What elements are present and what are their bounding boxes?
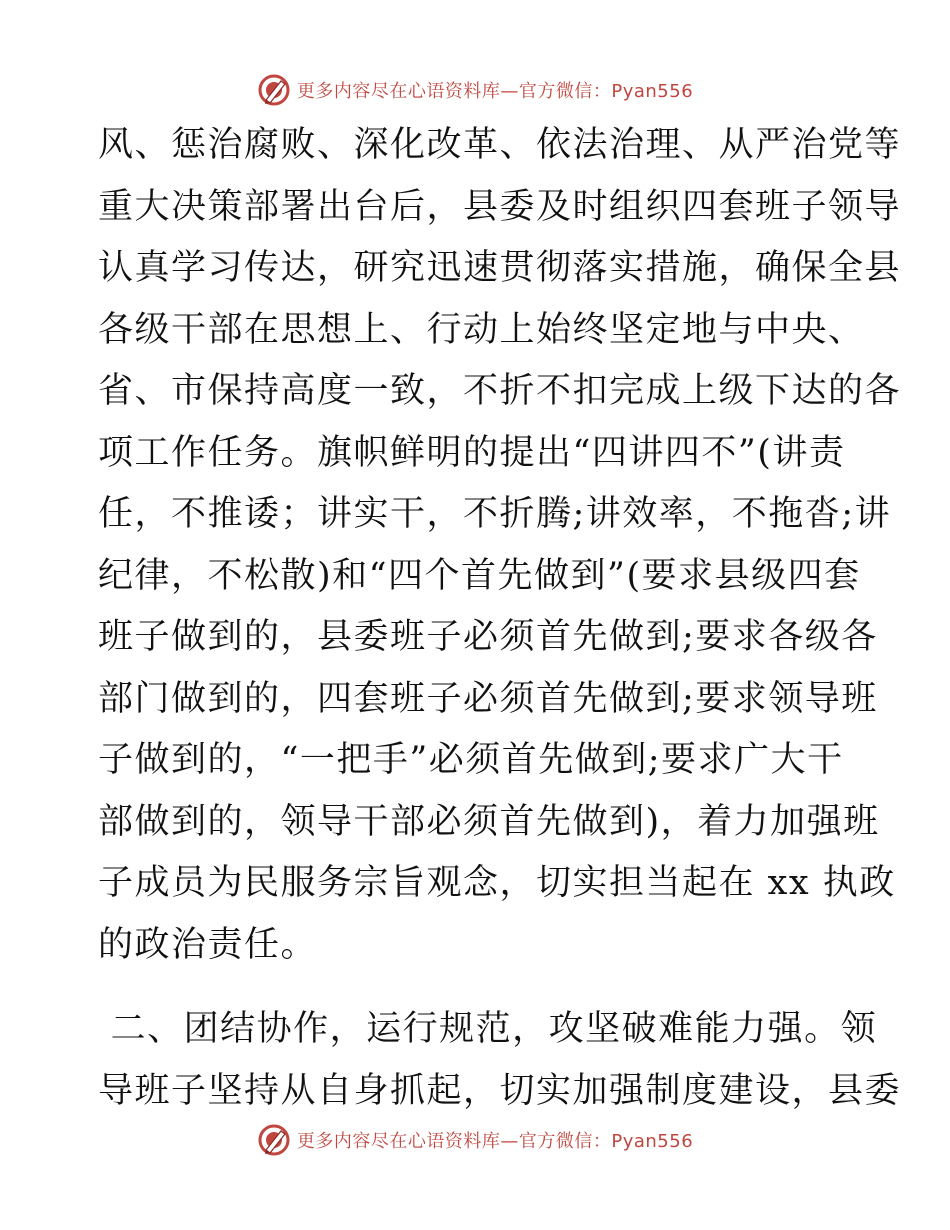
text-line: 各级干部在思想上、行动上始终坚定地与中央、: [98, 309, 865, 350]
document-body: [98, 115, 902, 1122]
text-line: 班子做到的，县委班子必须首先做到;要求各级各: [98, 617, 878, 657]
watermark-text: 更多内容尽在心语资料库—官方微信：Pyan556: [296, 1131, 694, 1152]
text-line: 的政治责任。: [98, 924, 318, 965]
text-line: 认真学习传达，研究迅速贯彻落实措施，确保全县: [98, 248, 902, 288]
text-line: 重大决策部署出台后，县委及时组织四套班子领导: [98, 186, 902, 227]
text-line: 部门做到的，四套班子必须首先做到;要求领导班: [98, 678, 878, 719]
paragraph-spacer: [98, 976, 858, 999]
watermark-text: 更多内容尽在心语资料库—官方微信：Pyan556: [296, 81, 694, 102]
text-line: 二、团结协作，运行规范，攻坚破难能力强。领: [98, 1009, 878, 1049]
text-line: 风、惩治腐败、深化改革、依法治理、从严治党等: [98, 125, 902, 165]
text-line: 省、市保持高度一致，不折不扣完成上级下达的各: [98, 371, 902, 411]
paragraph: [98, 999, 902, 1122]
text-line: 纪律，不松散)和“四个首先做到”(要求县级四套: [98, 555, 861, 596]
text-line: 任，不推诿；讲实干，不折腾;讲效率，不拖沓;讲: [98, 494, 892, 534]
text-line: 项工作任务。旗帜鲜明的提出“四讲四不”(讲责: [98, 432, 846, 473]
text-line: 子成员为民服务宗旨观念，切实担当起在 xx 执政: [98, 863, 896, 903]
paragraph: [98, 115, 902, 976]
text-line: 导班子坚持从自身抓起，切实加强制度建设，县委: [98, 1070, 902, 1111]
text-line: 子做到的，“一把手”必须首先做到;要求广大干: [98, 740, 844, 780]
text-line: 部做到的，领导干部必须首先做到)，着力加强班: [98, 801, 880, 842]
pen-seal-logo-icon: [257, 73, 291, 107]
header-watermark: [0, 72, 950, 108]
pen-seal-logo-icon: [257, 1123, 291, 1157]
footer-watermark: [0, 1122, 950, 1158]
